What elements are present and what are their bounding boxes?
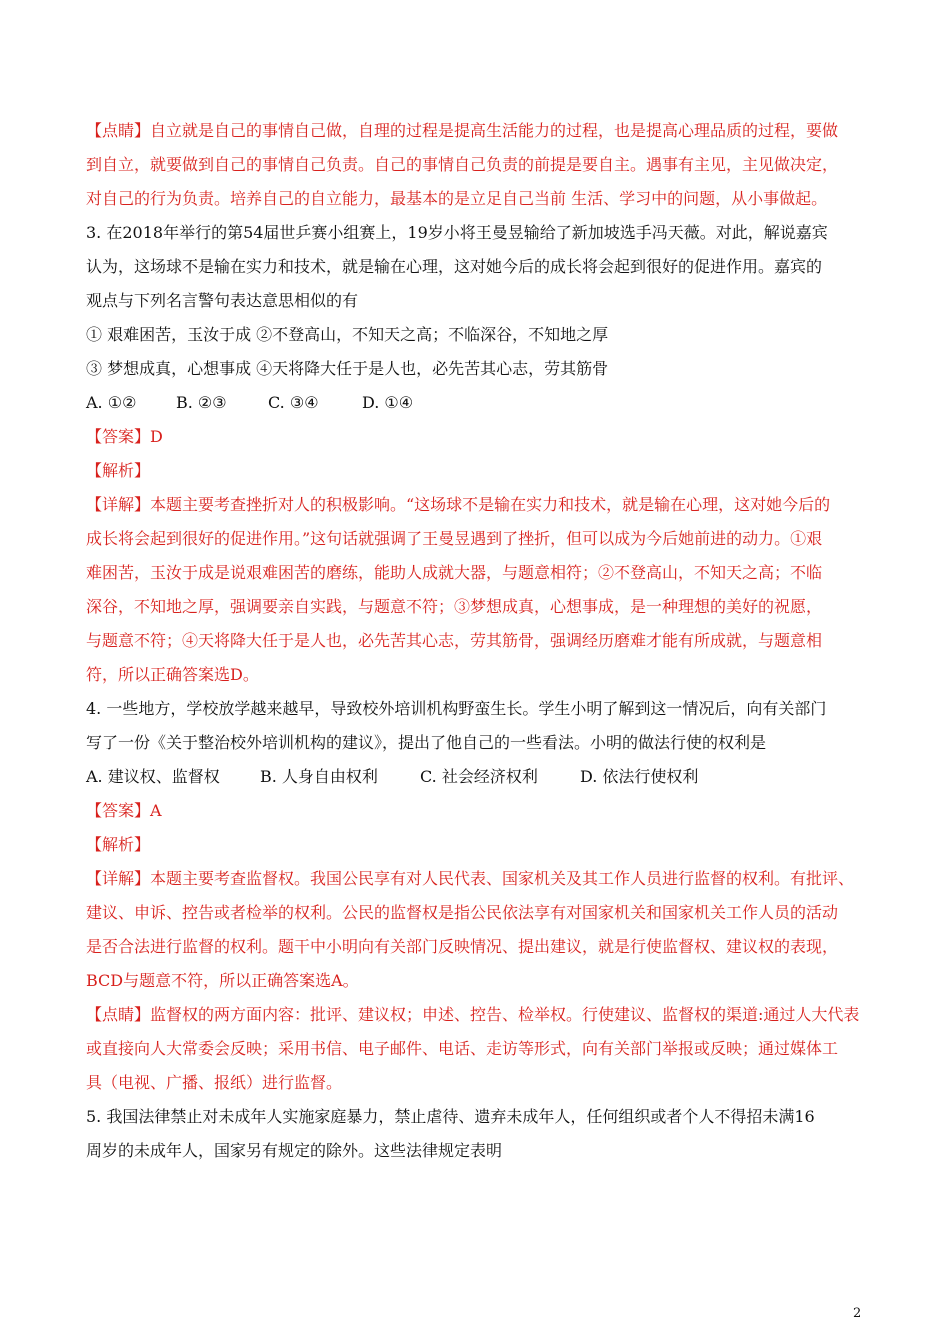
detail-line: 是否合法进行监督的权利。题干中小明向有关部门反映情况、提出建议，就是行使监督权、建议权的表现，	[86, 937, 839, 956]
question-3-stem: 认为，这场球不是输在实力和技术，就是输在心理，这对她今后的成长将会起到很好的促进作用。嘉宾的	[86, 257, 823, 276]
detail-line: BCD与题意不符，所以正确答案选A。	[86, 971, 359, 990]
question-3-stem: 3. 在2018年举行的第54届世乒赛小组赛上，19岁小将王曼昱输给了新加坡选手冯天薇。对此，解说嘉宾	[86, 223, 828, 242]
detail-line: 【详解】本题主要考查监督权。我国公民享有对人民代表、国家机关及其工作人员进行监督的权利。有批评、	[86, 869, 855, 888]
question-3-item: ③ 梦想成真，心想事成 ④天将降大任于是人也，必先苦其心志，劳其筋骨	[86, 359, 609, 378]
option-c: C. 社会经济权利	[420, 767, 538, 786]
question-4-stem: 写了一份《关于整治校外培训机构的建议》，提出了他自己的一些看法。小明的做法行使的权利是	[86, 733, 767, 752]
tip-line: 具（电视、广播、报纸）进行监督。	[86, 1073, 343, 1092]
detail-line: 难困苦，玉汝于成是说艰难困苦的磨练，能助人成就大器，与题意相符；②不登高山，不知天之高；不临	[86, 563, 823, 582]
detail-line: 【详解】本题主要考查挫折对人的积极影响。“这场球不是输在实力和技术，就是输在心理，这对她今后的	[86, 495, 831, 514]
document-body	[86, 114, 866, 1168]
detail-line: 符，所以正确答案选D。	[86, 665, 259, 684]
tip-line: 或直接向人大常委会反映；采用书信、电子邮件、电话、走访等形式，向有关部门举报或反映；通过媒体工	[86, 1039, 839, 1058]
answer-label: 【答案】D	[86, 427, 163, 446]
page-number: 2	[853, 1306, 862, 1321]
option-a: A. ①②	[86, 393, 137, 412]
analysis-label: 【解析】	[86, 835, 151, 854]
question-5-stem: 周岁的未成年人，国家另有规定的除外。这些法律规定表明	[86, 1141, 503, 1160]
option-d: D. 依法行使权利	[580, 767, 699, 786]
option-d: D. ①④	[362, 393, 414, 412]
tip-line: 对自己的行为负责。培养自己的自立能力，最基本的是立足自己当前 生活、学习中的问题，从小事做起。	[86, 189, 828, 208]
detail-line: 建议、申诉、控告或者检举的权利。公民的监督权是指公民依法享有对国家机关和国家机关工作人员的活动	[86, 903, 839, 922]
option-b: B. 人身自由权利	[260, 767, 378, 786]
analysis-label: 【解析】	[86, 461, 151, 480]
option-c: C. ③④	[268, 393, 319, 412]
question-4-stem: 4. 一些地方，学校放学越来越早，导致校外培训机构野蛮生长。学生小明了解到这一情况后，向有关部门	[86, 699, 827, 718]
question-3-item: ① 艰难困苦，玉汝于成 ②不登高山，不知天之高；不临深谷，不知地之厚	[86, 325, 609, 344]
question-5-stem: 5. 我国法律禁止对未成年人实施家庭暴力，禁止虐待、遗弃未成年人，任何组织或者个人不得招未满16	[86, 1107, 815, 1126]
question-3-stem: 观点与下列名言警句表达意思相似的有	[86, 291, 359, 310]
detail-line: 成长将会起到很好的促进作用。”这句话就强调了王曼昱遇到了挫折，但可以成为今后她前进的动力。①艰	[86, 529, 823, 548]
tip-line: 【点睛】自立就是自己的事情自己做，自理的过程是提高生活能力的过程，也是提高心理品质的过程，要做	[86, 121, 839, 140]
answer-label: 【答案】A	[86, 801, 162, 820]
tip-line: 【点睛】监督权的两方面内容：批评、建议权；申述、控告、检举权。行使建议、监督权的渠道:通过人大代表	[86, 1005, 860, 1024]
option-a: A. 建议权、监督权	[86, 767, 220, 786]
detail-line: 与题意不符；④天将降大任于是人也，必先苦其心志，劳其筋骨，强调经历磨难才能有所成就，与题意相	[86, 631, 823, 650]
detail-line: 深谷，不知地之厚，强调要亲自实践，与题意不符；③梦想成真，心想事成，是一种理想的美好的祝愿，	[86, 597, 823, 616]
tip-line: 到自立，就要做到自己的事情自己负责。自己的事情自己负责的前提是要自主。遇事有主见，主见做决定，	[86, 155, 839, 174]
question-4-options	[86, 760, 866, 794]
option-b: B. ②③	[176, 393, 227, 412]
question-3-options	[86, 386, 866, 420]
